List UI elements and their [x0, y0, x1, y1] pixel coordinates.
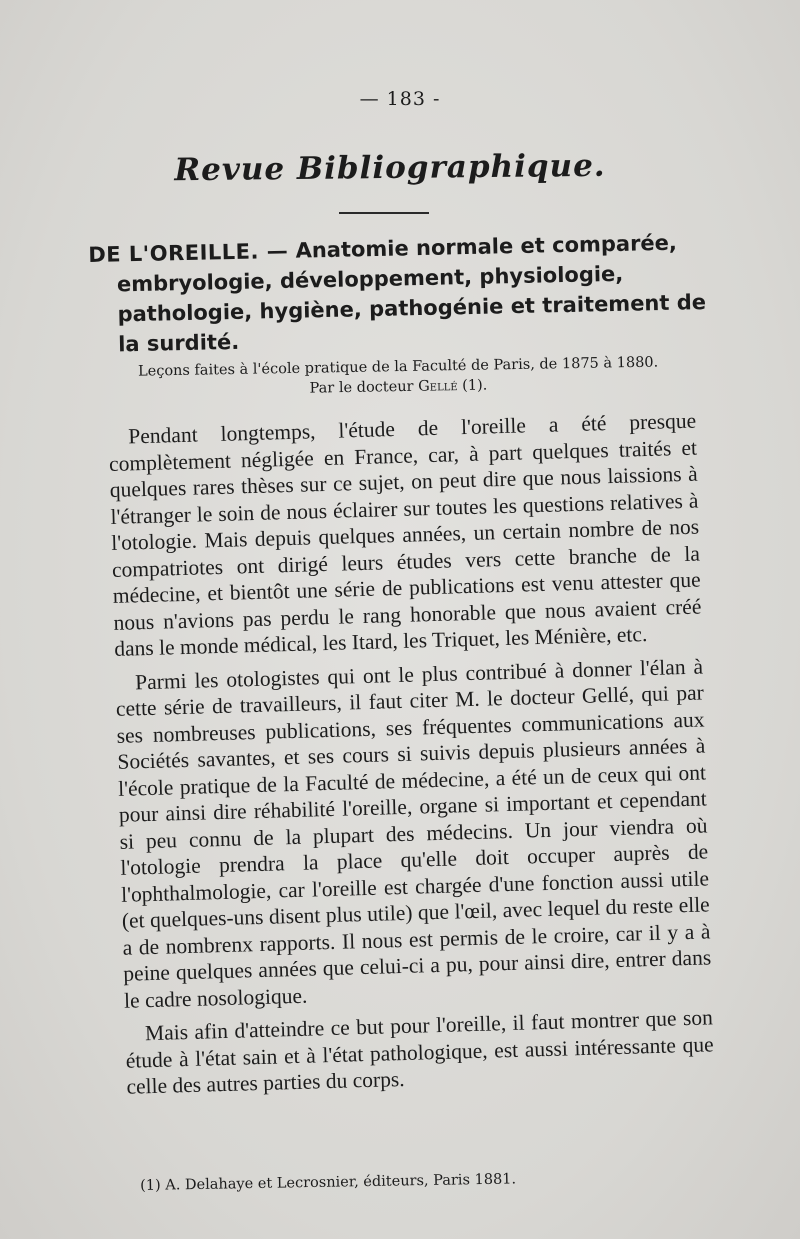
section-title: Revue Bibliographique.: [174, 147, 606, 189]
page-number: — 183 -: [359, 88, 441, 110]
paragraph-3: Mais afin d'atteindre ce but pour l'oreille, il faut montrer que son étude à l'état sain et à l'état pathologique, est aussi intéressante que celle des autres parties du corps.: [125, 1005, 714, 1099]
lecture-info: [118, 352, 679, 402]
lecture-suffix: (1).: [457, 377, 488, 395]
title-divider: [339, 212, 429, 214]
lecture-line-1: Leçons faites à l'école pratique de la Faculté de Paris, de 1875 à 1880.: [137, 354, 659, 380]
paragraph-2: Parmi les otologistes qui ont le plus contribué à donner l'élan à cette série de travailleurs, il faut citer M. le docteur Gellé, qui par ses nombreuses publications, ses fréquentes communications aux Sociétés savantes, et ses cours si suivis depuis plusieurs années à l'école pratique de la Faculté de médecine, a été un de ceux qui ont pour ainsi dire réhabilité l'oreille, organe si important et cependant si peu connu de la plupart des médecins. Un jour viendra où l'otologie prendra la place qu'elle doit occuper auprès de l'ophthalmologie, car l'oreille est chargée d'une fonction aussi utile (et quelques-uns disent plus utile) que l'œil, avec lequel du reste elle a de nombrenx rapports. Il nous est permis de le croire, car il y a à peine quelques années que celui-ci a pu, pour ainsi dire, entrer dans le cadre nosologique.: [115, 653, 712, 1013]
lecture-author: Gellé: [417, 378, 458, 395]
article-body: [108, 408, 715, 1108]
article-heading: [88, 227, 728, 360]
paragraph-1: Pendant longtemps, l'étude de l'oreille a été presque complètement négligée en France, car, à part quelques traités et quelques rares thèses sur ce sujet, on peut dire que nous laissions à l'étranger le soin de nous éclairer sur toutes les questions relatives à l'otologie. Mais depuis quelques années, un certain nombre de nos compatriotes ont dirigé leurs études vers cette branche de la médecine, et bientôt une série de publications est venu attester que nous n'avions pas perdu le rang honorable que nous avaient créé dans le monde médical, les Itard, les Triquet, les Ménière, etc.: [108, 408, 702, 661]
footnote: (1) A. Delahaye et Lecrosnier, éditeurs, Paris 1881.: [140, 1171, 517, 1194]
heading-lead: DE L'OREILLE. —: [88, 238, 289, 267]
heading-rest: Anatomie normale et comparée, embryologie, développement, physiologie, pathologie, hygiène, pathogénie et traitement de la surdité.: [116, 230, 707, 357]
lecture-prefix: Par le docteur: [309, 378, 419, 397]
